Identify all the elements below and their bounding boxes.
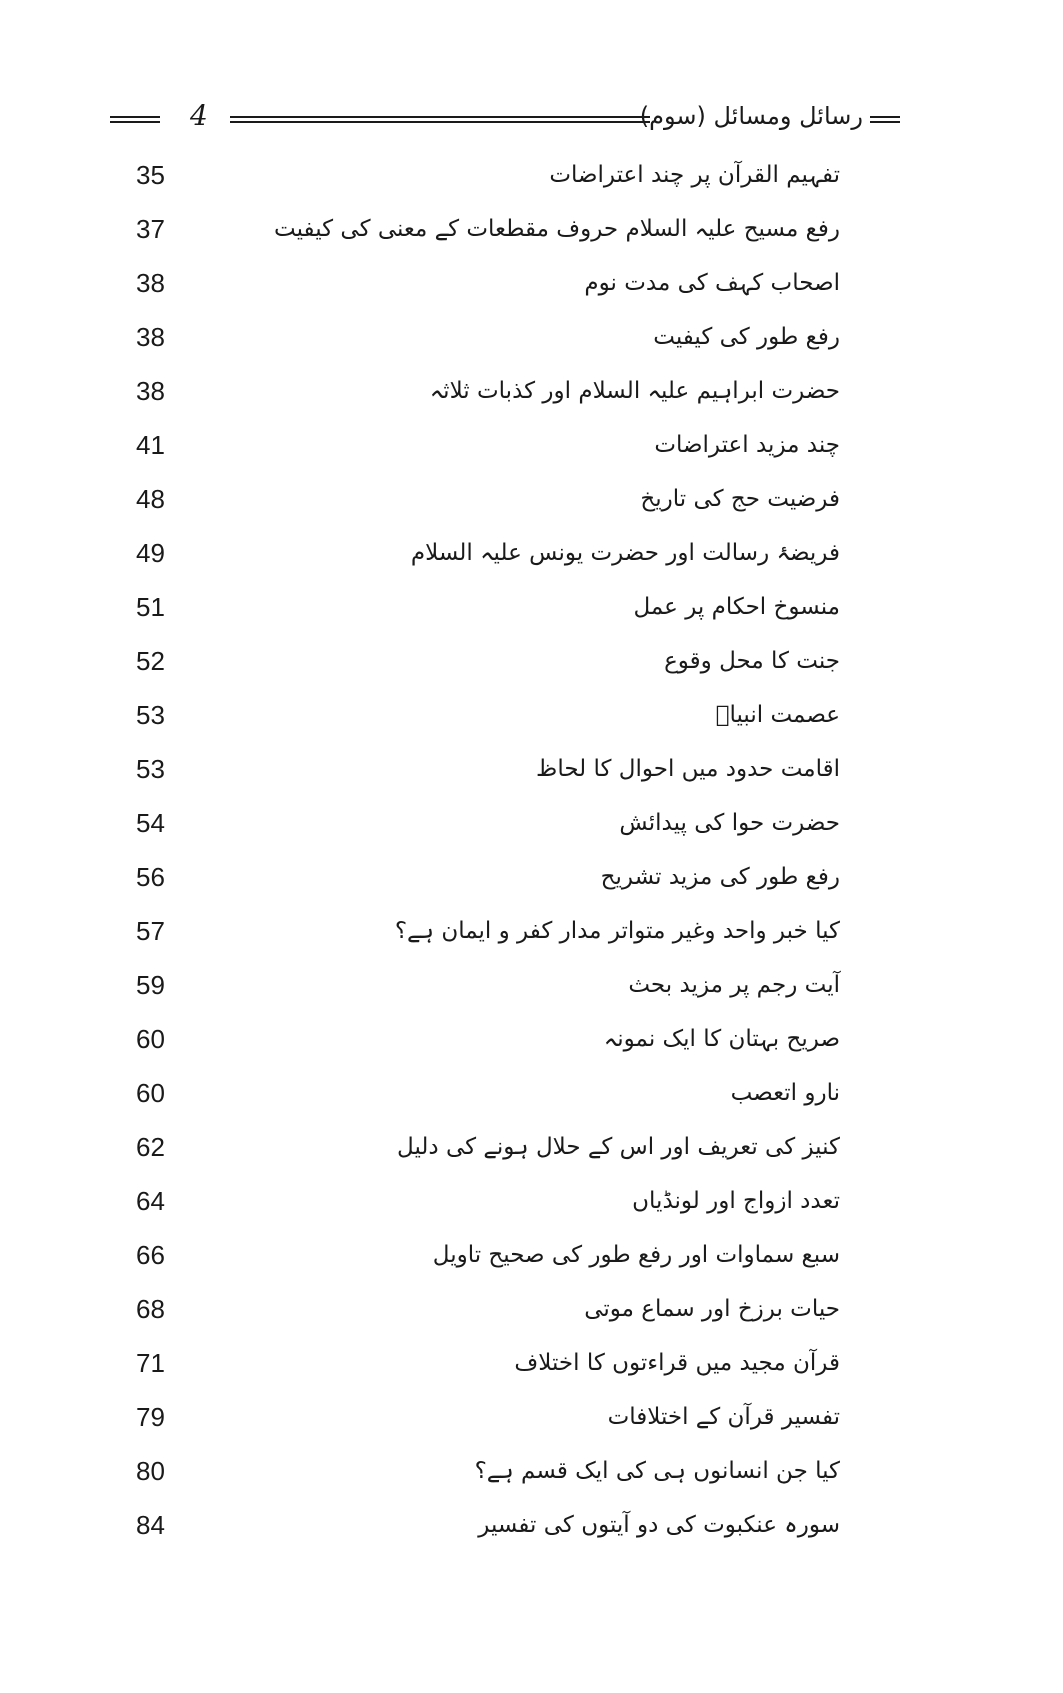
toc-entry — [130, 1120, 840, 1174]
toc-entry — [130, 1444, 840, 1498]
toc-entry — [130, 688, 840, 742]
toc-entry-title: فریضۂ رسالت اور حضرت یونس علیہ السلام — [410, 540, 840, 566]
toc-entry — [130, 742, 840, 796]
toc-entry-page-number: 71 — [136, 1348, 165, 1378]
toc-entry-title: نارو اتعصب — [730, 1080, 840, 1106]
toc-entry — [130, 634, 840, 688]
toc-entry — [130, 364, 840, 418]
toc-entry-title: قرآن مجید میں قراءتوں کا اختلاف — [514, 1350, 840, 1376]
toc-entry — [130, 1228, 840, 1282]
toc-entry-page-number: 68 — [136, 1294, 165, 1324]
toc-entry-page-number: 62 — [136, 1132, 165, 1162]
toc-entry — [130, 904, 840, 958]
toc-entry — [130, 850, 840, 904]
toc-entry — [130, 1066, 840, 1120]
toc-entry-page-number: 60 — [136, 1024, 165, 1054]
toc-entry-title: رفع مسیح علیہ السلام حروف مقطعات کے معنی کی کیفیت — [274, 216, 840, 242]
toc-entry-page-number: 64 — [136, 1186, 165, 1216]
toc-entry-page-number: 54 — [136, 808, 165, 838]
toc-entry-title: رفع طور کی مزید تشریح — [600, 864, 840, 890]
toc-entry — [130, 1012, 840, 1066]
toc-entry-title: کیا جن انسانوں ہی کی ایک قسم ہے؟ — [474, 1458, 840, 1484]
toc-entry-page-number: 60 — [136, 1078, 165, 1108]
toc-entry-title: اصحاب کہف کی مدت نوم — [584, 270, 840, 296]
toc-entry-title: سورہ عنکبوت کی دو آیتوں کی تفسیر — [478, 1512, 840, 1538]
toc-entry — [130, 1498, 840, 1552]
toc-entry-title: کیا خبر واحد وغیر متواتر مدار کفر و ایمان ہے؟ — [394, 918, 840, 944]
toc-entry-title: فرضیت حج کی تاریخ — [640, 486, 840, 512]
toc-entry-title: آیت رجم پر مزید بحث — [628, 972, 840, 998]
page-number: 4 — [190, 99, 208, 132]
toc-entry — [130, 1174, 840, 1228]
toc-entry-page-number: 52 — [136, 646, 165, 676]
toc-entry-page-number: 37 — [136, 214, 165, 244]
toc-entry — [130, 256, 840, 310]
toc-entry-page-number: 66 — [136, 1240, 165, 1270]
toc-entry-page-number: 48 — [136, 484, 165, 514]
toc-entry-page-number: 57 — [136, 916, 165, 946]
toc-entry-title: حیات برزخ اور سماع موتی — [584, 1296, 840, 1322]
toc-entry-page-number: 56 — [136, 862, 165, 892]
toc-entry-title: عصمت انبیاؑ — [715, 702, 840, 728]
book-title: رسائل ومسائل (سوم) — [639, 102, 863, 130]
toc-entry-page-number: 80 — [136, 1456, 165, 1486]
toc-entry-page-number: 59 — [136, 970, 165, 1000]
toc-entry — [130, 580, 840, 634]
toc-entry-title: کنیز کی تعریف اور اس کے حلال ہونے کی دلیل — [397, 1134, 840, 1160]
toc-entry — [130, 958, 840, 1012]
toc-entry-title: حضرت حوا کی پیدائش — [619, 810, 840, 836]
table-of-contents — [130, 148, 840, 1552]
toc-entry — [130, 1336, 840, 1390]
toc-entry-title: سبع سماوات اور رفع طور کی صحیح تاویل — [432, 1242, 840, 1268]
header-rule-left — [110, 116, 160, 123]
toc-entry-page-number: 38 — [136, 268, 165, 298]
running-header — [110, 96, 900, 136]
toc-entry-page-number: 41 — [136, 430, 165, 460]
toc-entry-title: صریح بہتان کا ایک نمونہ — [603, 1026, 840, 1052]
toc-entry-page-number: 53 — [136, 754, 165, 784]
toc-entry-title: رفع طور کی کیفیت — [653, 324, 840, 350]
header-rule-middle — [230, 116, 650, 123]
toc-entry — [130, 472, 840, 526]
toc-entry-page-number: 35 — [136, 160, 165, 190]
toc-entry-page-number: 38 — [136, 376, 165, 406]
toc-entry-title: تفہیم القرآن پر چند اعتراضات — [549, 162, 840, 188]
toc-entry — [130, 310, 840, 364]
toc-entry-title: اقامت حدود میں احوال کا لحاظ — [536, 756, 840, 782]
header-rule-right — [870, 116, 900, 123]
toc-entry-title: جنت کا محل وقوع — [664, 648, 840, 674]
toc-entry-page-number: 51 — [136, 592, 165, 622]
toc-entry — [130, 796, 840, 850]
toc-entry-title: تفسیر قرآن کے اختلافات — [607, 1404, 840, 1430]
toc-entry — [130, 1390, 840, 1444]
toc-entry-page-number: 49 — [136, 538, 165, 568]
toc-entry-title: چند مزید اعتراضات — [654, 432, 840, 458]
toc-entry-title: تعدد ازواج اور لونڈیاں — [632, 1188, 840, 1214]
toc-entry-page-number: 84 — [136, 1510, 165, 1540]
toc-entry — [130, 148, 840, 202]
toc-entry-page-number: 79 — [136, 1402, 165, 1432]
toc-entry-title: حضرت ابراہیم علیہ السلام اور کذبات ثلاثہ — [429, 378, 840, 404]
toc-entry — [130, 1282, 840, 1336]
toc-entry-page-number: 53 — [136, 700, 165, 730]
toc-entry — [130, 202, 840, 256]
toc-entry — [130, 526, 840, 580]
toc-entry — [130, 418, 840, 472]
toc-entry-title: منسوخ احکام پر عمل — [633, 594, 840, 620]
toc-entry-page-number: 38 — [136, 322, 165, 352]
